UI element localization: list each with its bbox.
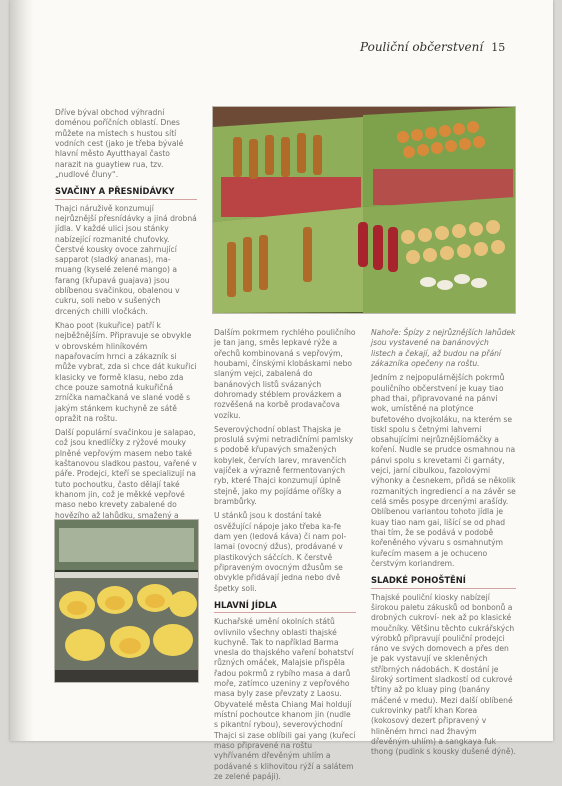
paragraph: Severovýchodní oblast Thajska je proslulá svými netradičními pamlsky s podobě křupavých smažených kobylek, červích larev, mravenčích vajíček a výrazně fermentovaných ryb, které Thajci konzumují úplně stejně, jako my pojídáme oříšky a brambůrky.	[214, 424, 354, 506]
paragraph: Další populární svačinkou je salapao, což jsou knedlíčky z rýžové mouky plněné vepřovým masem nebo také kaštanovou sladkou pastou, vařené v páře. Prodejci, kteří se specializují na tuto pochoutku, často dělají také khanom jin, což je měkké vepřové maso nebo krevety zabalené do hovězího až lahůdku, smažený a	[55, 428, 197, 520]
page-number: 15	[491, 41, 506, 54]
page-spine-shadow	[10, 0, 34, 741]
photo-caption: Nahoře: Špízy z nejrůznějších lahůdek jsou vystavené na banánových listech a čekají, až budou na přání zákazníka opečeny na roštu.	[371, 328, 516, 368]
column-3	[371, 328, 516, 762]
paragraph: Khao poot (kukuřice) patří k nejběžnějším. Připravuje se obvykle v obrovském hliníkovém napařovacím hrnci a zákazník si může vybrat, zda si chce dát kukuřici klasicky ve formě klasu, nebo zda chce pouze samotná kukuřičná zrníčka namačkaná ve slané vodě s jakým stánkem kuchyně ze sátě opražit na roštu.	[55, 321, 197, 423]
column-2	[214, 328, 356, 786]
paragraph: Thajci náruživě konzumují nejrůznější přesnídávky a jiná drobná jídla. V každé ulici jsou stánky nabízející rozmanité chuťovky. Čerstvé kousky ovoce zahrnující sapparot (sladký ananas), ma-muang (kyselé zelené mango) a farang (křupavá guajava) jsou oblíbenou svačinkou, obalenou v cukru, soli nebo v sušených drcených chilli vločkách.	[55, 203, 197, 316]
chapter-title: Pouliční občerstvení	[360, 40, 484, 54]
paragraph: Dalším pokrmem rychlého pouličního je tan jang, směs lepkavé rýže a ořechů kombinovaná s vepřovým, houbami, čínskými klobáskami nebo slaným vejci, zabalená do banánových listů svázaných dohromady stéblem provázkem a rozvěšená na korbě prodavačova vozíku.	[214, 328, 356, 420]
running-header	[360, 40, 505, 54]
paragraph: Kuchařské umění okolních států ovlivnilo všechny oblasti thajské kuchyně. Tak to například Barma vnesla do thajského vaření bohatství různých omáček, Malajsie přispěla řadou pokrmů z rybího masa a darů moře, zatímco uzeniny z vepřového masa byly zase převzaty z Laosu. Obyvatelé města Chiang Mai holdují místní pochoutce khanom jin (nudle s pikantní rybou), severovýchodní Thajci si zase oblíbili gai yang (kuřecí maso připravené na roštu vyhřívaném dřevěným uhlím a podávané s klihovitou rýží a salátem ze zelené papáji).	[214, 617, 356, 781]
section-heading: SVAČINY A PŘESNÍDÁVKY	[55, 186, 197, 199]
skewers-photo	[212, 106, 516, 314]
fruit-cart-photo	[54, 519, 199, 683]
paragraph: Jedním z nejpopulárnějších pokrmů pouličního občerstvení je kuay tiao phad thai, připravované na pánvi wok, umístěné na plotýnce bufetového dvojkoláku, na kterém se tiskl spolu s četnými lahvemi obsahujícími nejrůznějšíomáčky a koření. Nudle se prudce osmahnou na pánvi spolu s krevetami či garnáty, vejci, jarní cibulkou, fazolovými výhonky a česnekem, přidá se několik rozmanitých ingrediencí a na závěr se celá směs posype drcenými arašídy. Oblíbenou variantou tohoto jídla je kuay tiao nam gai, lišící se od phad thai tím, že se podává v podobě kořeněného vývaru s osmahnutým kuřecím masem a je ochuceno čerstvým koriandrem.	[371, 373, 516, 568]
section-heading: HLAVNÍ JÍDLA	[214, 600, 356, 613]
section-heading: SLADKÉ POHOŠTĚNÍ	[371, 575, 516, 588]
paragraph: Thajské pouliční kiosky nabízejí širokou paletu zákusků od bonbonů a drobných cukroví- nek až po klasické moučníky. Většinu těchto cukrářských výrobků připravují pouliční prodejci ráno ve svých domovech a přes den je pak vystavují ve skleněných stříbrných nádobách. K dostání je široký sortiment sladkostí od cukrové třtiny až po kluay ping (banány máčené v medu). Mezi další oblíbené cukrovinky patří khan Korea (kokosový dezert připravený v hliněném hrnci nad žhavým dřevěným uhlím) a sangkaya fuk thong (pudink s kousky dušené dýně).	[371, 592, 516, 757]
paragraph: U stánků jsou k dostání také osvěžující nápoje jako třeba ka-fe dam yen (ledová káva) či nam pol-lamai (ovocný džus), prodávané v plastikových sáčcích. K čerstvě připraveným ovocným džusům se obvykle přidávají jedna nebo dvě špetky soli.	[214, 511, 347, 593]
paragraph: Dříve býval obchod výhradní doménou poříčních oblastí. Dnes můžete na místech s hustou sítí vodních cest (jako je třeba bývalé hlavní město Ayutthayal často narazit na guaytiew rua, tzv. „nudlové čluny“.	[55, 108, 184, 179]
